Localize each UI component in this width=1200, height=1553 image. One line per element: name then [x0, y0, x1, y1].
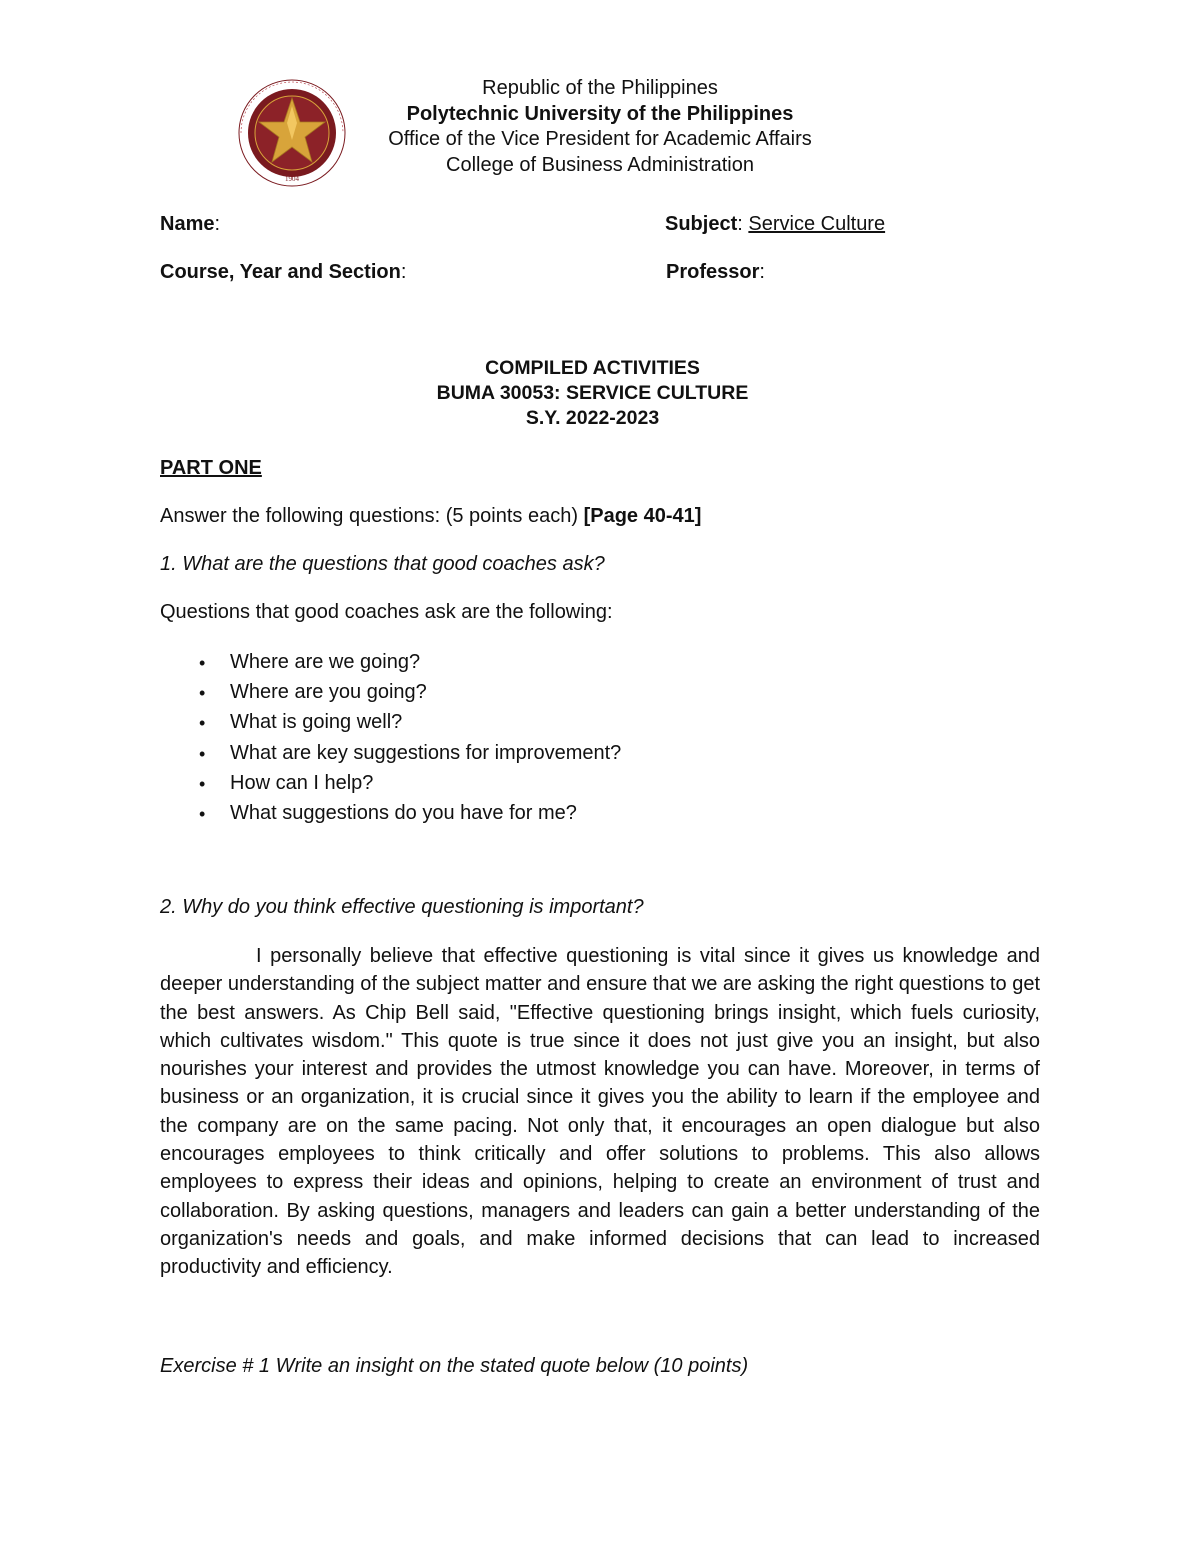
subject-label: Subject	[665, 213, 738, 235]
list-item-text: What are key suggestions for improvement?	[230, 741, 622, 764]
bullet-icon: •	[199, 773, 206, 794]
question-2: 2. Why do you think effective questioning is important?	[160, 896, 644, 918]
professor-colon: :	[759, 261, 765, 283]
professor-field	[666, 261, 765, 284]
list-item	[160, 771, 621, 801]
header-republic: Republic of the Philippines	[482, 77, 718, 99]
question-2-answer: I personally believe that effective questioning is vital since it gives us knowledge and deeper understanding of the subject matter and ensure that we are asking the right questions to get the best answers. As Chip Bell said, "Effective questioning brings insight, which fuels curiosity, which cultivates wisdom." This quote is true since it does not just give you an insight, but also nourishes your interest and provides the utmost knowledge you can have. Moreover, in terms of business or an organization, it is crucial since it gives you the ability to learn if the employee and the company are on the same pacing. Not only that, it encourages an open dialogue but also encourages employees to think critically and offer solutions to problems. This also allows employees to express their ideas and opinions, helping to create an environment of trust and collaboration. By asking questions, managers and leaders can gain a better understanding of the organization's needs and goals, and make informed decisions that can lead to increased productivity and efficiency.	[160, 945, 1040, 1279]
subject-value: Service Culture	[748, 213, 886, 235]
subject-colon: :	[737, 213, 749, 235]
instruction	[160, 505, 701, 528]
header-office: Office of the Vice President for Academic Affairs	[388, 128, 812, 150]
header-university: Polytechnic University of the Philippines	[406, 102, 794, 125]
course-label: Course, Year and Section	[160, 261, 401, 283]
title-line-3: S.Y. 2022-2023	[525, 407, 660, 429]
list-item	[160, 801, 621, 831]
subject-field	[665, 213, 885, 236]
question-1-intro: Questions that good coaches ask are the following:	[160, 601, 613, 623]
course-colon: :	[400, 261, 407, 283]
exercise-1-prompt: Exercise # 1 Write an insight on the stated quote below (10 points)	[160, 1355, 749, 1377]
title-line-2: BUMA 30053: SERVICE CULTURE	[436, 382, 749, 404]
list-item	[160, 741, 621, 771]
name-label: Name	[160, 213, 215, 235]
title-line-1: COMPILED ACTIVITIES	[485, 357, 700, 379]
instruction-page-ref: [Page 40-41]	[583, 505, 702, 527]
instruction-text: Answer the following questions: (5 points each)	[160, 505, 584, 527]
list-item-text: How can I help?	[230, 771, 374, 794]
bullet-icon: •	[199, 803, 206, 824]
list-item-text: Where are we going?	[230, 651, 421, 673]
list-item-text: What suggestions do you have for me?	[230, 801, 577, 824]
bullet-icon: •	[199, 683, 206, 704]
course-field	[160, 261, 406, 284]
question-1: 1. What are the questions that good coaches ask?	[160, 553, 605, 575]
document-header	[0, 76, 1200, 178]
bullet-icon: •	[199, 743, 206, 764]
list-item	[160, 710, 621, 740]
name-field	[160, 213, 220, 236]
list-item-text: What is going well?	[230, 711, 403, 734]
name-colon: :	[214, 213, 221, 235]
coach-questions-list	[160, 650, 621, 831]
header-college: College of Business Administration	[446, 153, 754, 176]
bullet-icon: •	[199, 713, 206, 734]
list-item	[160, 680, 621, 710]
bullet-icon: •	[199, 653, 206, 673]
list-item-text: Where are you going?	[230, 681, 427, 704]
professor-label: Professor	[666, 261, 760, 283]
part-one-heading: PART ONE	[160, 457, 262, 479]
document-title	[0, 356, 1185, 431]
list-item	[160, 650, 621, 680]
seal-year: 1904	[285, 175, 299, 183]
